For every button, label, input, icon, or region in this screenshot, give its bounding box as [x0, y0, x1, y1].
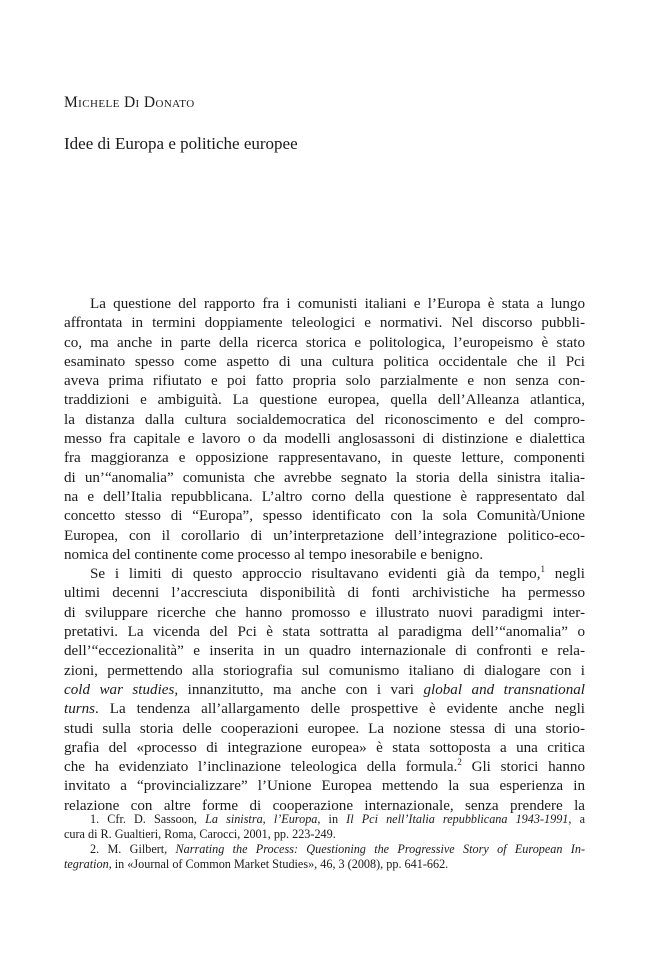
- paragraph-2-line: dell’“eccezionalità” e inserita in un quadro internazionale di confronti e rela-: [64, 643, 585, 660]
- italic-term: turns: [64, 701, 96, 718]
- paragraph-1-line: traddizioni e ambiguità. La questione europea, quella dell’Alleanza atlantica,: [64, 392, 585, 409]
- italic-title: tegration: [64, 857, 109, 871]
- footnote-1-line: [64, 812, 585, 827]
- paragraph-2-line: zioni, permettendo alla storiografia sul comunismo italiano di dialogare con i: [64, 662, 585, 679]
- paragraph-2-line: invitato a “provincializzare” l’Unione Europea mettendo la sua esperienza in: [64, 778, 585, 795]
- text-run: Gli storici hanno: [461, 759, 585, 776]
- paragraph-1-line: affrontata in termini doppiamente teleologici e normativi. Nel discorso pubbli-: [64, 315, 585, 332]
- footnote-ref-1: 1: [540, 564, 545, 575]
- text-run: . La tendenza all’allargamento delle prospettive è evidente anche negli: [95, 701, 585, 718]
- paragraph-1-line: di un’“anomalia” comunista che avrebbe segnato la storia della sinistra italia-: [64, 469, 585, 486]
- footnote-2-line: [64, 842, 585, 857]
- paragraph-1-line: La questione del rapporto fra i comunisti italiani e l’Europa è stata a lungo: [90, 296, 585, 312]
- paragraph-2-line: ultimi decenni l’accresciuta disponibilità di fonti archivistiche ha permesso: [64, 585, 585, 602]
- footnotes: [64, 812, 585, 872]
- footnote-1-line: cura di R. Gualtieri, Roma, Carocci, 2001, pp. 223-249.: [64, 827, 336, 841]
- paragraph-2-line: pretativi. La vicenda del Pci è stata sottratta al paradigma dell’“anomalia” o: [64, 624, 585, 641]
- paragraph-1-line: na e dell’Italia repubblicana. L’altro corno della questione è rappresentato dal: [64, 488, 585, 505]
- text-run: che ha evidenziato l’inclinazione teleologica della formula.: [64, 759, 458, 776]
- footnote-2-line: [64, 857, 585, 872]
- text-run: , innanzitutto, ma anche con i vari: [174, 681, 424, 698]
- paragraph-1-line: Europea, con il corollario di un’interpretazione dell’integrazione politico-eco-: [64, 527, 585, 544]
- body-text: [64, 295, 585, 816]
- text-run: , in: [317, 812, 347, 826]
- paragraph-1-line: concetto stesso di “Europa”, spesso identificato con la sola Comunità/Unione: [64, 508, 585, 525]
- text-run: 1. Cfr. D. Sassoon,: [90, 812, 206, 826]
- text-run: , a: [568, 812, 585, 826]
- italic-title: Il Pci nell’Italia repubblicana 1943-1991: [346, 812, 569, 826]
- paragraph-1-line: fra maggioranza e opposizione rappresentavano, in queste letture, componenti: [64, 450, 585, 467]
- italic-term: global and transnational: [423, 681, 585, 698]
- paragraph-2-line: [64, 758, 585, 777]
- italic-title: La sinistra, l’Europa: [205, 812, 318, 826]
- italic-title: Narrating the Process: Questioning the Progressive Story of European In-: [175, 842, 585, 856]
- paragraph-1-line: aveva prima rifiutato e poi fatto propria solo parzialmente e non senza con-: [64, 373, 585, 390]
- paragraph-2-line: [64, 681, 585, 700]
- text-run: Se i limiti di questo approccio risultavano evidenti già da tempo,: [90, 566, 541, 583]
- paragraph-1-line: la distanza dalla cultura socialdemocratica del riconoscimento e del compro-: [64, 411, 585, 428]
- text-run: , in «Journal of Common Market Studies», 46, 3 (2008), pp. 641-662.: [108, 857, 449, 871]
- paragraph-2-line: studi sulla storia delle cooperazioni europee. La nozione stessa di una storio-: [64, 720, 585, 737]
- paragraph-2-line: relazione con altre forme di cooperazione internazionale, senza prendere la: [64, 797, 585, 814]
- author-name: Michele Di Donato: [64, 94, 195, 111]
- paragraph-1-line: co, ma anche in parte della ricerca storica e politologica, l’europeismo è stato: [64, 334, 585, 351]
- paragraph-2-line: [64, 565, 585, 584]
- paragraph-1-line: nomica del continente come processo al tempo inesorabile e benigno.: [64, 546, 484, 563]
- chapter-title: Idee di Europa e politiche europee: [64, 134, 298, 153]
- footnote-ref-2: 2: [457, 757, 462, 768]
- paragraph-1-line: messo fra capitale e lavoro o da modelli anglosassoni di distinzione e dialettica: [64, 431, 585, 448]
- paragraph-2-line: grafia del «processo di integrazione europea» è stata sottoposta a una critica: [64, 739, 585, 756]
- text-run: negli: [545, 566, 585, 583]
- italic-term: cold war studies: [64, 681, 175, 698]
- paragraph-2-line: [64, 700, 585, 719]
- text-run: 2. M. Gilbert,: [90, 842, 176, 856]
- paragraph-1-line: esaminato spesso come aspetto di una cultura politica occidentale che il Pci: [64, 353, 585, 370]
- paragraph-2-line: di sviluppare ricerche che hanno promosso e illustrato nuovi paradigmi inter-: [64, 604, 585, 621]
